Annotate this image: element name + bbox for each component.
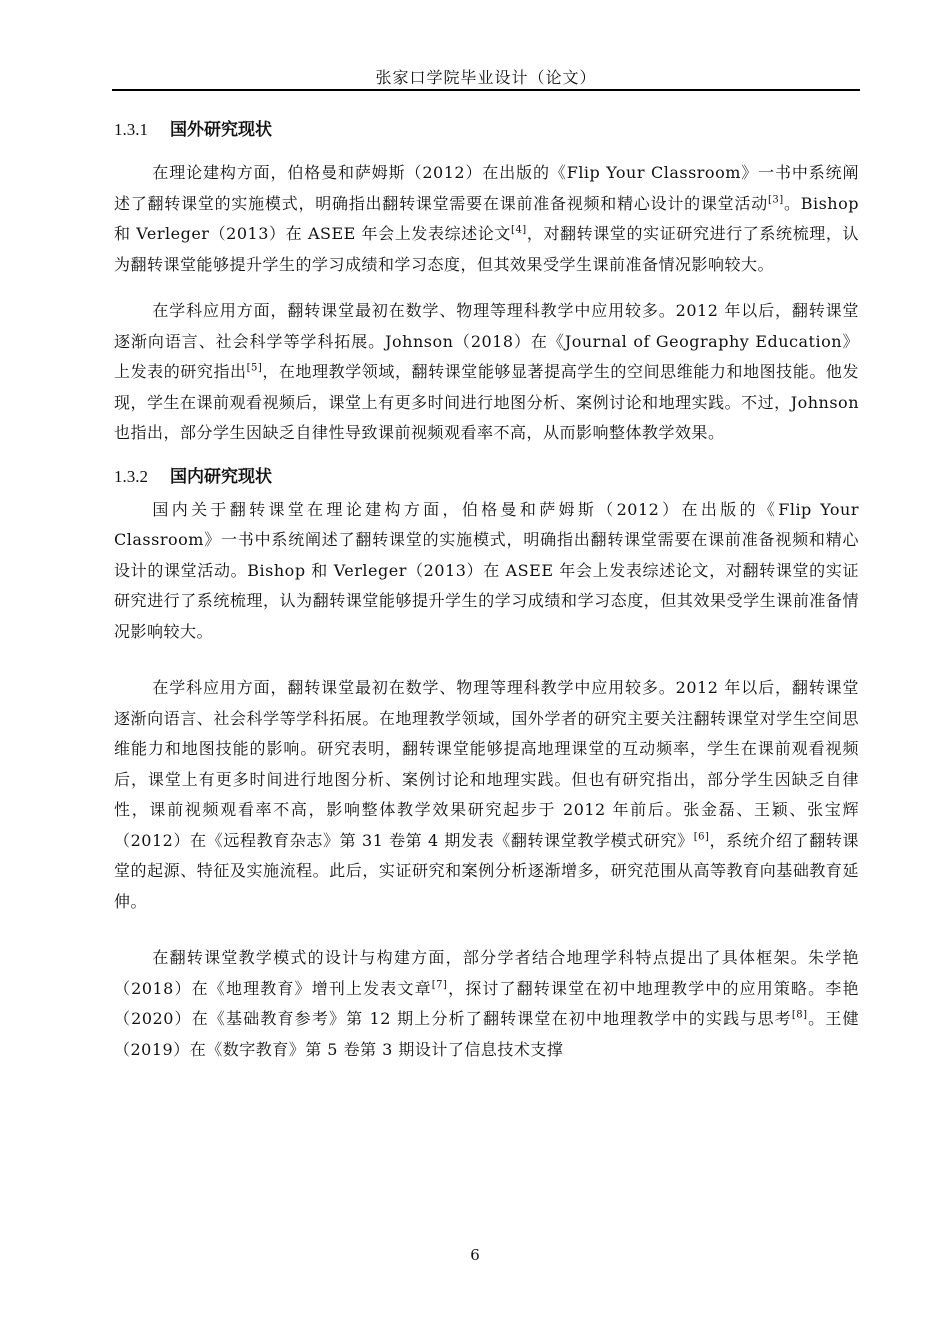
page-number: 6: [470, 1246, 480, 1264]
section-title: 国外研究现状: [170, 120, 272, 140]
citation: [3]: [768, 194, 784, 206]
section-heading-1-3-1: [114, 112, 859, 148]
paragraph: 在学科应用方面，翻转课堂最初在数学、物理等理科教学中应用较多。2012 年以后，翻转课堂逐渐向语言、社会科学等学科拓展。Johnson（2018）在《Journal of Geography Education》上发表的研究指出[5]，在地理教学领域，翻转课堂能够显著提高学生的空间思维能力和地图技能。他发现，学生在课前观看视频后，课堂上有更多时间进行地图分析、案例讨论和地理实践。不过，Johnson 也指出，部分学生因缺乏自律性导致课前视频观看率不高，从而影响整体教学效果。: [114, 301, 859, 442]
paragraph: 国内关于翻转课堂在理论建构方面，伯格曼和萨姆斯（2012）在出版的《Flip Your Classroom》一书中系统阐述了翻转课堂的实施模式，明确指出翻转课堂需要在课前准备视频和精心设计的课堂活动。Bishop 和 Verleger（2013）在 ASEE 年会上发表综述论文，对翻转课堂的实证研究进行了系统梳理，认为翻转课堂能够提升学生的学习成绩和学习态度，但其效果受学生课前准备情况影响较大。: [114, 499, 859, 641]
section-heading-1-3-2: [114, 459, 859, 495]
header-rule: [112, 89, 860, 91]
section-number: 1.3.1: [114, 120, 148, 139]
citation: [4]: [511, 224, 527, 236]
section-title: 国内研究现状: [170, 466, 272, 487]
running-header: 张家口学院毕业设计（论文）: [375, 68, 597, 87]
citation: [6]: [693, 831, 710, 843]
section-number: 1.3.2: [114, 466, 148, 486]
paragraph: 在理论建构方面，伯格曼和萨姆斯（2012）在出版的《Flip Your Classroom》一书中系统阐述了翻转课堂的实施模式，明确指出翻转课堂需要在课前准备视频和精心设计的课堂活动[3]。Bishop 和 Verleger（2013）在 ASEE 年会上发表综述论文[4]，对翻转课堂的实证研究进行了系统梳理，认为翻转课堂能够提升学生的学习成绩和学习态度，但其效果受学生课前准备情况影响较大。: [114, 163, 859, 274]
paragraph: 在翻转课堂教学模式的设计与构建方面，部分学者结合地理学科特点提出了具体框架。朱学艳（2018）在《地理教育》增刊上发表文章[7]，探讨了翻转课堂在初中地理教学中的应用策略。李艳（2020）在《基础教育参考》第 12 期上分析了翻转课堂在初中地理教学中的实践与思考[8]。王健（2019）在《数字教育》第 5 卷第 3 期设计了信息技术支撑: [114, 948, 859, 1059]
citation: [5]: [246, 362, 263, 374]
page-body: [114, 112, 859, 1065]
paragraph: 在学科应用方面，翻转课堂最初在数学、物理等理科教学中应用较多。2012 年以后，翻转课堂逐渐向语言、社会科学等学科拓展。在地理教学领域，国外学者的研究主要关注翻转课堂对学生空间思维能力和地图技能的影响。研究表明，翻转课堂能够提高地理课堂的互动频率，学生在课前观看视频后，课堂上有更多时间进行地图分析、案例讨论和地理实践。但也有研究指出，部分学生因缺乏自律性，课前视频观看率不高，影响整体教学效果研究起步于 2012 年前后。张金磊、王颖、张宝辉（2012）在《远程教育杂志》第 31 卷第 4 期发表《翻转课堂教学模式研究》[6]，系统介绍了翻转课堂的起源、特征及实施流程。此后，实证研究和案例分析逐渐增多，研究范围从高等教育向基础教育延伸。: [114, 678, 859, 911]
citation: [7]: [431, 979, 448, 991]
citation: [8]: [791, 1009, 808, 1021]
